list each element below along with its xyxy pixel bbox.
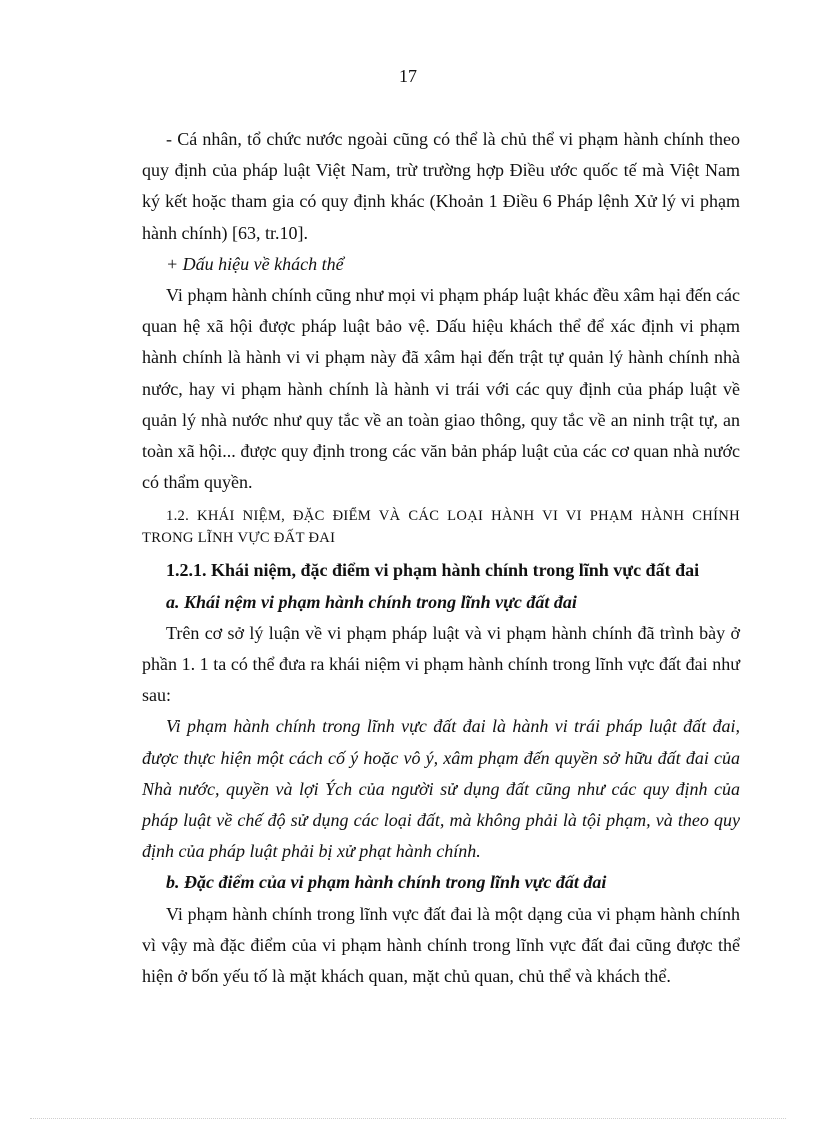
paragraph-foreign-subjects: - Cá nhân, tổ chức nước ngoài cũng có thể là chủ thể vi phạm hành chính theo quy định của pháp luật Việt Nam, trừ trường hợp Điều ước quốc tế mà Việt Nam ký kết hoặc tham gia có quy định khác (Khoản 1 Điều 6 Pháp lệnh Xử lý vi phạm hành chính) [63, tr.10]. bbox=[142, 129, 740, 243]
page-bottom-divider bbox=[30, 1118, 786, 1119]
heading-b-characteristics: b. Đặc điểm của vi phạm hành chính trong lĩnh vực đất đai bbox=[166, 872, 607, 893]
subsection-heading-1-2-1: 1.2.1. Khái niệm, đặc điểm vi phạm hành chính trong lĩnh vực đất đai bbox=[166, 560, 700, 581]
section-heading-1-2: 1.2. KHÁI NIỆM, ĐẶC ĐIỂM VÀ CÁC LOẠI HÀNH VI VI PHẠM HÀNH CHÍNH TRONG LĨNH VỰC ĐẤT ĐAI bbox=[142, 508, 740, 546]
paragraph-definition: Vi phạm hành chính trong lĩnh vực đất đai là hành vi trái pháp luật đất đai, được thực hiện một cách cố ý hoặc vô ý, xâm phạm đến quyền sở hữu đất đai của Nhà nước, quyền và lợi Ých của người sử dụng đất cũng như các quy định của pháp luật về chế độ sử dụng các loại đất, mà không phải là tội phạm, và theo quy định của pháp luật phải bị xử phạt hành chính. bbox=[142, 716, 740, 862]
paragraph-object-sign: Vi phạm hành chính cũng như mọi vi phạm pháp luật khác đều xâm hại đến các quan hệ xã hội được pháp luật bảo vệ. Dấu hiệu khách thể để xác định vi phạm hành chính là hành vi vi phạm này đã xâm hại đến trật tự quản lý hành chính nhà nước, hay vi phạm hành chính là hành vi trái với các quy định của pháp luật về quản lý nhà nước như quy tắc về an toàn giao thông, quy tắc về an ninh trật tự, an toàn xã hội... được quy định trong các văn bản pháp luật của các cơ quan nhà nước có thẩm quyền. bbox=[142, 285, 740, 493]
subheading-object-sign: + Dấu hiệu về khách thể bbox=[166, 253, 344, 274]
page-number: 17 bbox=[399, 66, 417, 86]
paragraph-characteristics: Vi phạm hành chính trong lĩnh vực đất đai là một dạng của vi phạm hành chính vì vậy mà đặc điểm của vi phạm hành chính trong lĩnh vực đất đai cũng được thể hiện ở bốn yếu tố là mặt khách quan, mặt chủ quan, chủ thể và khách thể. bbox=[142, 903, 740, 987]
heading-a-concept: a. Khái nệm vi phạm hành chính trong lĩnh vực đất đai bbox=[166, 591, 577, 612]
document-body bbox=[142, 124, 740, 992]
paragraph-concept-intro: Trên cơ sở lý luận về vi phạm pháp luật và vi phạm hành chính đã trình bày ở phần 1. 1 ta có thể đưa ra khái niệm vi phạm hành chính trong lĩnh vực đất đai như sau: bbox=[142, 622, 740, 706]
